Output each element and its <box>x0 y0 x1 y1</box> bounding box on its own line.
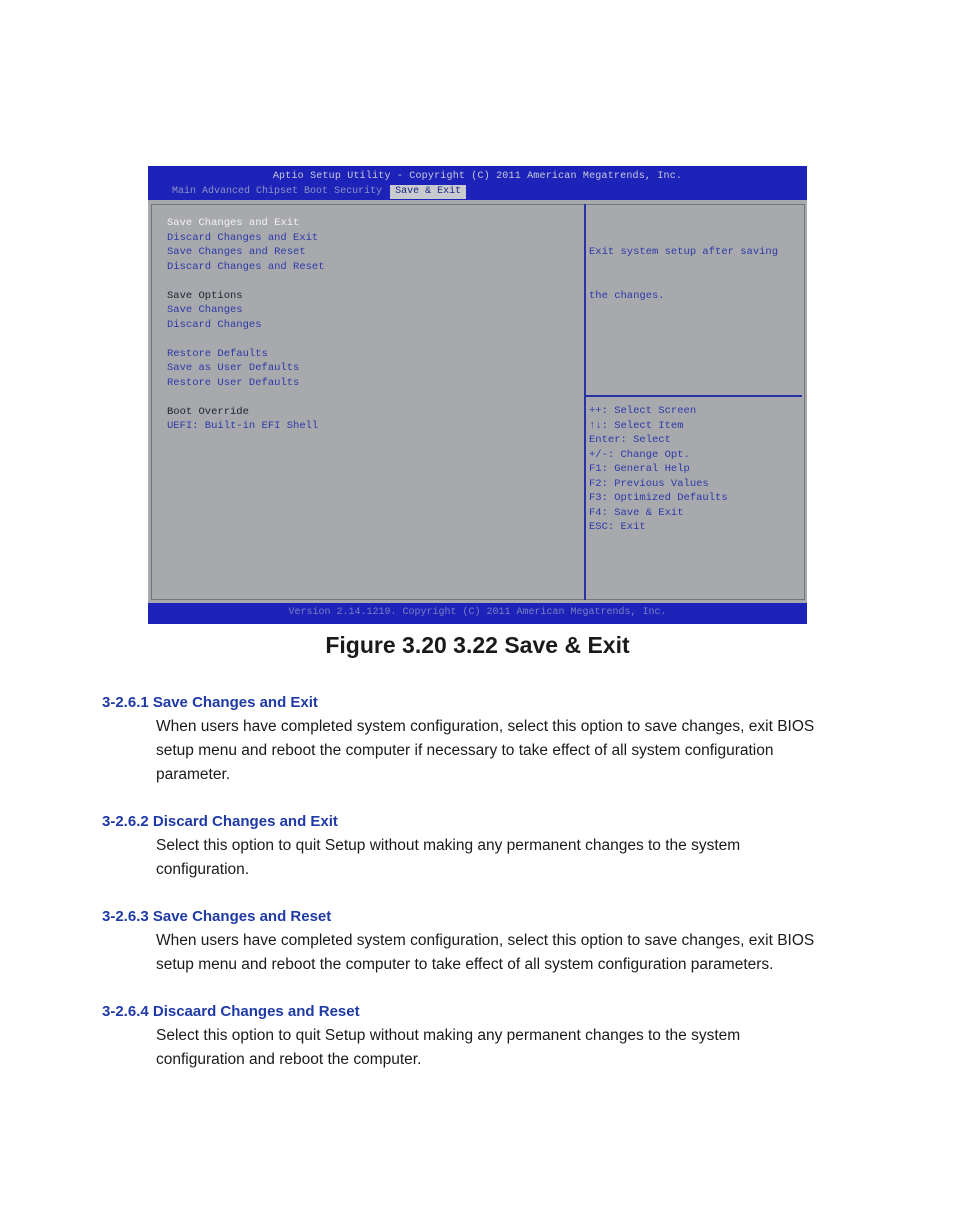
menu-restore-user-defaults[interactable]: Restore User Defaults <box>167 376 300 389</box>
menu-save-changes-reset[interactable]: Save Changes and Reset <box>167 246 306 258</box>
menu-save-user-defaults[interactable]: Save as User Defaults <box>167 362 300 374</box>
section-title: 3-2.6.1 Save Changes and Exit <box>102 694 318 711</box>
section-title: 3-2.6.3 Save Changes and Reset <box>102 908 332 925</box>
key-esc-exit: ESC: Exit <box>589 521 646 533</box>
key-enter-select: Enter: Select <box>589 434 671 446</box>
menu-save-changes-exit[interactable]: Save Changes and Exit <box>167 217 300 229</box>
bios-menu-list <box>167 216 325 434</box>
tab-chipset[interactable]: Chipset <box>256 186 299 197</box>
menu-gap <box>167 332 325 347</box>
help-text-line: the changes. <box>589 289 665 302</box>
section-title: 3-2.6.4 Discaard Changes and Reset <box>102 1003 360 1020</box>
tab-save-exit[interactable]: Save & Exit <box>390 185 466 199</box>
paragraph-line: When users have completed system configuration, select this option to save changes, exit BIOS <box>156 932 815 949</box>
paragraph-line: setup menu and reboot the computer to take effect of all system configuration parameters. <box>156 956 774 973</box>
paragraph-line: Select this option to quit Setup without making any permanent changes to the system <box>156 837 741 854</box>
bios-title: Aptio Setup Utility - Copyright (C) 2011 American Megatrends, Inc. <box>272 171 683 182</box>
bios-help-panel <box>589 216 799 332</box>
key-select-screen: ++: Select Screen <box>589 405 697 417</box>
key-select-item: ↑↓: Select Item <box>589 419 684 432</box>
menu-header-save-options: Save Options <box>167 289 243 302</box>
section-body <box>156 1024 886 1072</box>
tab-advanced[interactable]: Advanced <box>202 186 251 197</box>
menu-gap <box>167 390 325 405</box>
help-text-line: Exit system setup after saving <box>589 246 779 258</box>
paragraph-line: configuration and reboot the computer. <box>156 1051 422 1068</box>
menu-discard-changes-exit[interactable]: Discard Changes and Exit <box>167 231 319 244</box>
paragraph-line: setup menu and reboot the computer if necessary to take effect of all system configuration <box>156 742 774 759</box>
section-body <box>156 715 886 787</box>
paragraph-line: Select this option to quit Setup without making any permanent changes to the system <box>156 1027 741 1044</box>
paragraph-line: configuration. <box>156 861 250 878</box>
key-save-exit: F4: Save & Exit <box>589 506 684 519</box>
bios-vertical-divider <box>584 204 586 600</box>
menu-gap <box>167 274 325 289</box>
paragraph-line: parameter. <box>156 766 231 783</box>
bios-footer-text: Version 2.14.1219. Copyright (C) 2011 American Megatrends, Inc. <box>288 607 667 618</box>
menu-uefi-shell[interactable]: UEFI: Built-in EFI Shell <box>167 420 319 432</box>
key-change-opt: +/-: Change Opt. <box>589 448 690 461</box>
bios-footer-bar <box>148 603 807 624</box>
section-body <box>156 834 886 882</box>
bios-horizontal-divider <box>586 395 802 397</box>
menu-header-boot-override: Boot Override <box>167 405 249 418</box>
section-title: 3-2.6.2 Discard Changes and Exit <box>102 813 338 830</box>
tab-security[interactable]: Security <box>334 186 383 197</box>
paragraph-line: When users have completed system configuration, select this option to save changes, exit BIOS <box>156 718 815 735</box>
bios-tab-bar <box>172 185 466 199</box>
bios-screenshot <box>148 166 807 624</box>
key-previous-values: F2: Previous Values <box>589 477 709 490</box>
key-optimized-defaults: F3: Optimized Defaults <box>589 492 728 504</box>
section-body <box>156 929 886 977</box>
tab-boot[interactable]: Boot <box>304 186 329 197</box>
menu-save-changes[interactable]: Save Changes <box>167 304 243 316</box>
menu-discard-changes[interactable]: Discard Changes <box>167 318 262 331</box>
tab-main[interactable]: Main <box>172 186 197 197</box>
bios-key-legend <box>589 404 799 535</box>
bios-title-bar <box>148 166 807 200</box>
figure-caption: Figure 3.20 3.22 Save & Exit <box>325 632 630 658</box>
key-general-help: F1: General Help <box>589 463 690 475</box>
menu-restore-defaults[interactable]: Restore Defaults <box>167 347 268 360</box>
menu-discard-changes-reset[interactable]: Discard Changes and Reset <box>167 260 325 273</box>
